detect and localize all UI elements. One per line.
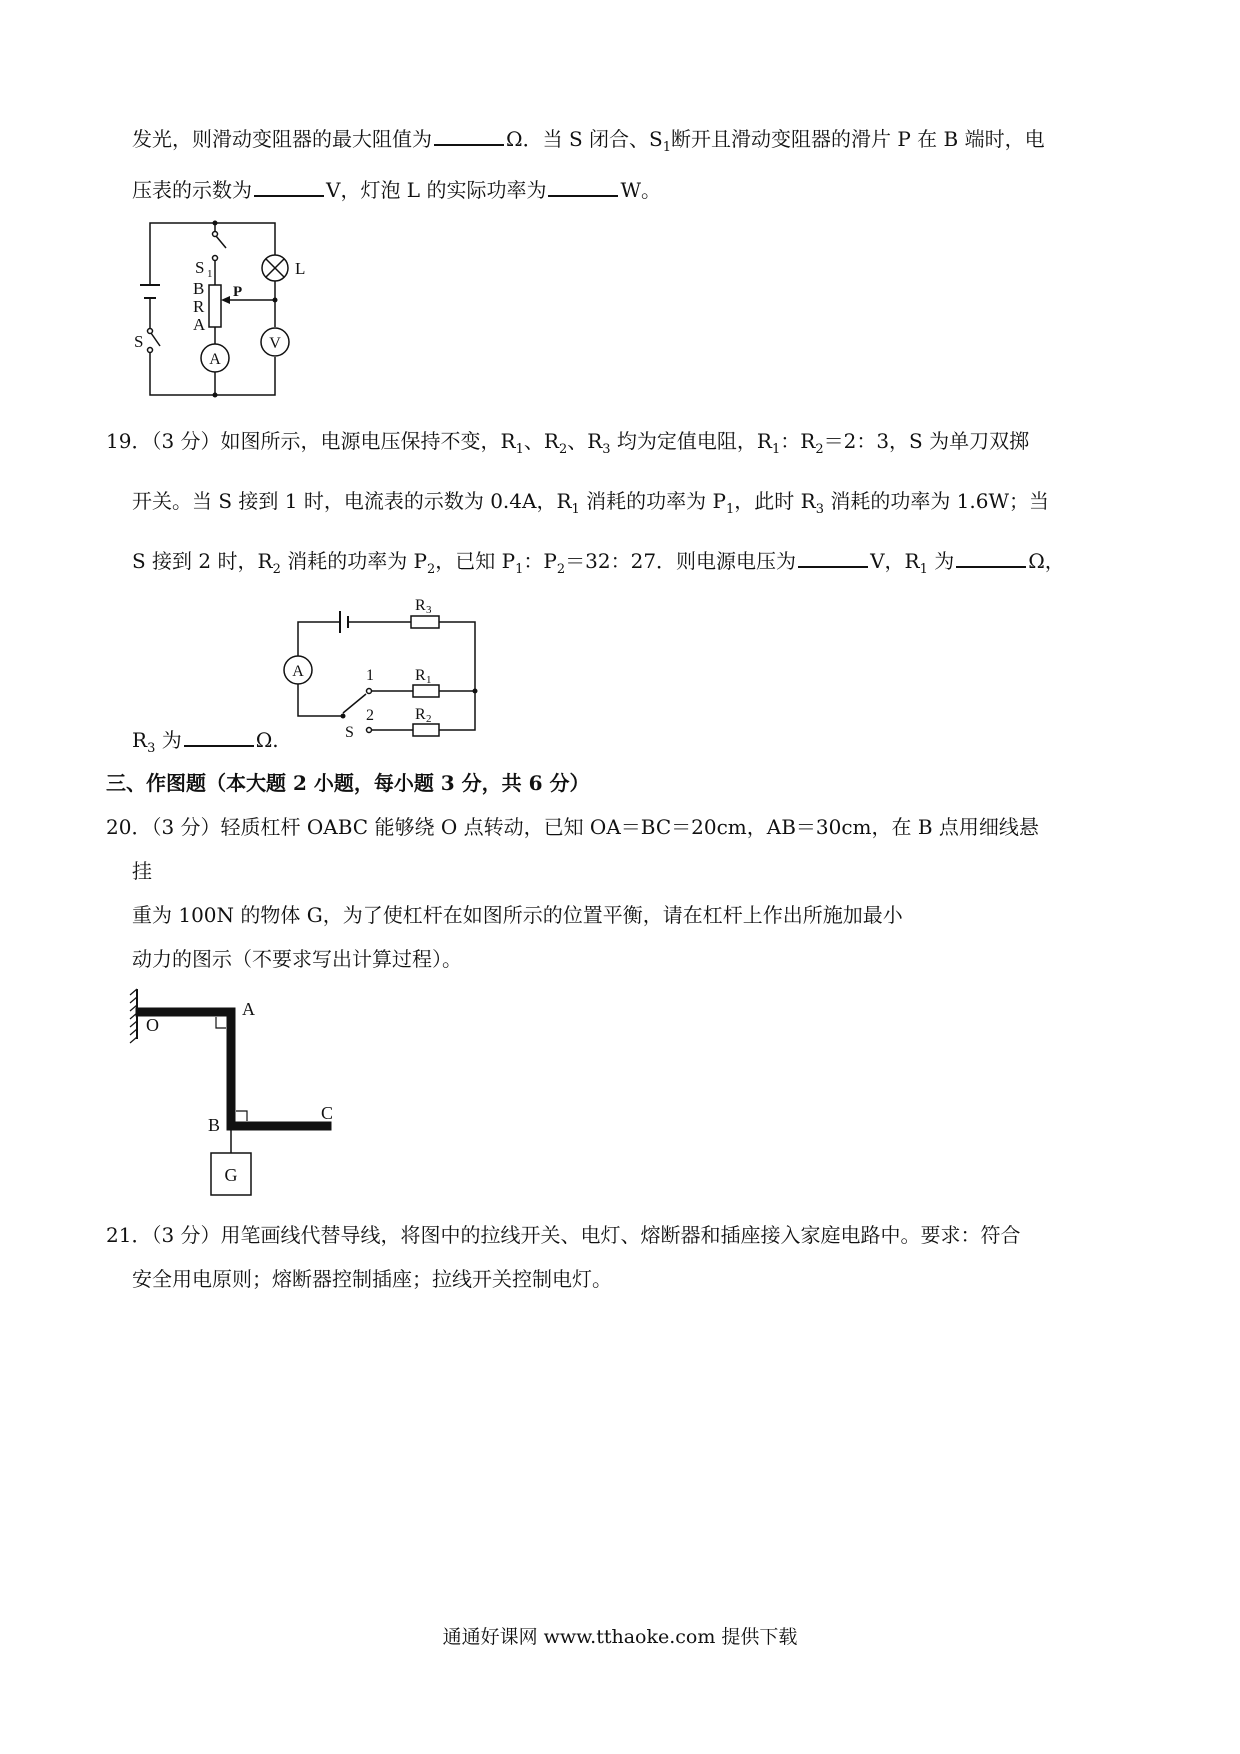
answer-blank bbox=[548, 175, 618, 197]
answer-blank bbox=[254, 175, 324, 197]
label-c: C bbox=[321, 1103, 334, 1123]
section-3-heading: 三、作图题（本大题 2 小题，每小题 3 分，共 6 分） bbox=[106, 771, 590, 795]
ammeter-symbol: A bbox=[209, 351, 221, 368]
label-a: A bbox=[193, 315, 206, 334]
q19-line-1: 19．（3 分）如图所示，电源电压保持不变，$R_1$、$R_2$、$R_3$ 均为定值电阻，$R_1$：$R_2=2$：3，S 为单刀双掷 bbox=[106, 429, 1030, 457]
q18-circuit-diagram bbox=[120, 210, 320, 410]
ammeter-symbol: A bbox=[292, 663, 304, 680]
label-r3: R bbox=[415, 597, 426, 614]
q20-lever-diagram bbox=[128, 985, 348, 1200]
answer-blank bbox=[798, 546, 868, 568]
q19-line-4: $R_3$ 为 Ω. bbox=[132, 725, 279, 762]
q20-line-1: 20．（3 分）轻质杠杆 OABC 能够绕 O 点转动，已知 OA＝BC＝20cm，AB＝30cm，在 B 点用细线悬 bbox=[106, 815, 1039, 839]
answer-blank bbox=[956, 546, 1026, 568]
q21-line-1: 21．（3 分）用笔画线代替导线，将图中的拉线开关、电灯、熔断器和插座接入家庭电路中。要求：符合 bbox=[106, 1223, 1021, 1247]
label-p: P bbox=[233, 284, 243, 300]
q20-line-3: 重为 100N 的物体 G，为了使杠杆在如图所示的位置平衡，请在杠杆上作出所施加最小 bbox=[132, 903, 903, 927]
label-r1: R bbox=[415, 667, 426, 684]
answer-blank bbox=[434, 124, 504, 146]
label-pos-1: 1 bbox=[366, 667, 374, 684]
label-s1: S bbox=[195, 258, 205, 277]
label-r3-sub: 3 bbox=[426, 604, 432, 616]
label-r1-sub: 1 bbox=[426, 674, 432, 686]
q19-line-3: S 接到 2 时，$R_2$ 消耗的功率为 $P_2$，已知 $P_1$：$P_2=32$：27．则电源电压为 V，$R_1$ 为 Ω， bbox=[132, 546, 1065, 583]
page-footer: 通通好课网 www.tthaoke.com 提供下载 bbox=[442, 1626, 798, 1648]
label-l: L bbox=[295, 259, 306, 278]
q19-circuit-diagram bbox=[275, 592, 505, 752]
label-b: B bbox=[193, 279, 205, 298]
label-r2: R bbox=[415, 706, 426, 723]
label-a: A bbox=[242, 999, 255, 1019]
label-s: S bbox=[345, 724, 354, 741]
label-b: B bbox=[208, 1115, 221, 1135]
q19-line-2: 开关。当 S 接到 1 时，电流表的示数为 0.4A，$R_1$ 消耗的功率为 $P_1$，此时 $R_3$ 消耗的功率为 1.6W；当 bbox=[132, 489, 1050, 517]
label-pos-2: 2 bbox=[366, 707, 374, 724]
q18-line-2: 压表的示数为 V，灯泡 L 的实际功率为 W。 bbox=[132, 175, 661, 203]
voltmeter-symbol: V bbox=[269, 335, 281, 352]
label-s: S bbox=[134, 332, 144, 351]
q18-line-1: 发光，则滑动变阻器的最大阻值为 Ω．当 S 闭合、$S_1$断开且滑动变阻器的滑片 P 在 B 端时，电 bbox=[132, 124, 1045, 161]
q21-line-2: 安全用电原则；熔断器控制插座；拉线开关控制电灯。 bbox=[132, 1267, 612, 1291]
label-o: O bbox=[146, 1015, 159, 1035]
label-s1-sub: 1 bbox=[207, 268, 213, 280]
label-g: G bbox=[224, 1165, 238, 1185]
label-r: R bbox=[193, 297, 205, 316]
answer-blank bbox=[184, 725, 254, 747]
q20-line-4: 动力的图示（不要求写出计算过程）。 bbox=[132, 947, 462, 971]
label-r2-sub: 2 bbox=[426, 713, 432, 725]
q20-line-2: 挂 bbox=[132, 859, 152, 883]
